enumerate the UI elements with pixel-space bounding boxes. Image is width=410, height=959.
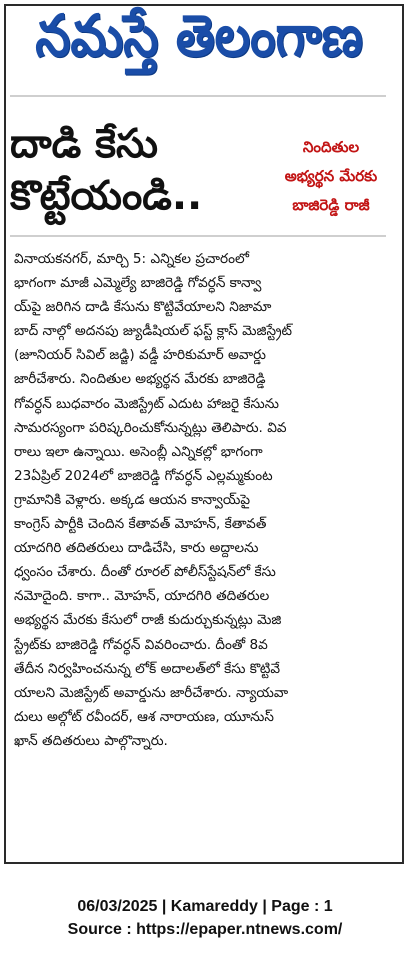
masthead-divider	[10, 95, 386, 97]
article-line: రాలు ఇలా ఉన్నాయి. అసెంబ్లీ ఎన్నికల్లో భాగంగా	[14, 443, 263, 460]
article-line: దులు అల్గోట్ రవీందర్, ఆశ నారాయణ, యూనుస్	[14, 708, 274, 725]
masthead-title: నమస్తే తెలంగాణ	[35, 2, 363, 69]
article-line: జారీచేశారు. నిందితుల అభ్యర్థన మేరకు బాజిరెడ్డి	[14, 371, 266, 388]
article-line: యాలని మెజిస్ట్రేట్ అవార్డును జారీచేశారు. న్యాయవా	[14, 684, 289, 701]
subheadline-line-3: బాజిరెడ్డి రాజీ	[292, 195, 370, 214]
article-line: ఖాన్ తదితరులు పాల్గొన్నారు.	[14, 732, 168, 749]
newspaper-masthead	[4, 4, 394, 82]
article-line: య్‌పై జరిగిన దాడి కేసును కొట్టివేయాలని నిజామా	[14, 299, 272, 316]
headline-line-2: కొట్టేయండి..	[10, 173, 203, 219]
footer-source: Source : https://epaper.ntnews.com/	[67, 921, 343, 938]
article-line: తేదీన నిర్వహించనున్న లోక్ అదాలత్‌లో కేసు కొట్టివే	[14, 660, 281, 677]
article-line: భాగంగా మాజీ ఎమ్మెల్యే బాజిరెడ్డి గోవర్ధన్ కాన్వా	[14, 275, 262, 292]
subheadline	[274, 126, 388, 226]
subheadline-line-2: అభ్యర్థన మేరకు	[284, 166, 378, 185]
article-line: వినాయకనగర్, మార్చి 5: ఎన్నికల ప్రచారంలో	[14, 251, 249, 267]
footer-date-edition: 06/03/2025 | Kamareddy | Page : 1	[77, 898, 333, 915]
article-line: గోవర్ధన్ బుధవారం మెజిస్ట్రేట్ ఎదుట హాజరై కేసును	[14, 395, 279, 412]
subheadline-line-1: నిందితుల	[302, 137, 360, 156]
headline-divider	[10, 235, 386, 237]
article-line: అభ్యర్థన మేరకు కేసులో రాజీ కుదుర్చుకున్నట్లు మెజి	[14, 612, 282, 629]
article-line: 23ఏప్రిల్ 2024లో బాజిరెడ్డి గోవర్ధన్ ఎల్లమ్మకుంట	[14, 467, 273, 484]
article-line: యాదగిరి తదితరులు దాడిచేసి, కారు అద్దాలను	[14, 540, 259, 557]
article-line: కాంగ్రెస్ పార్టీకి చెందిన కేతావత్ మోహన్, కేతావత్	[14, 516, 267, 533]
headline	[10, 118, 270, 228]
article-line: నమోదైంది. కాగా.. మోహన్, యాదగిరి తదితరుల	[14, 588, 270, 605]
article-line: (జూనియర్ సివిల్ జడ్జి) వడ్డీ హరికుమార్ అవార్డు	[14, 347, 266, 364]
article-body	[14, 247, 386, 753]
article-line: ధ్వంసం చేశారు. దీంతో రూరల్ పోలీస్‌స్టేషన్‌లో కేసు	[14, 564, 276, 581]
article-line: బాద్ నాల్గో అదనపు జ్యుడీషియల్ ఫస్ట్ క్లాస్ మెజిస్ట్రేట్	[14, 323, 293, 340]
article-line: స్ట్రేట్‌కు బాజిరెడ్డి గోవర్ధన్ వివరించారు. దీంతో 8వ	[14, 636, 268, 653]
article-line: గ్రామానికి వెళ్లారు. అక్కడ ఆయన కాన్వాయ్‌పై	[14, 491, 250, 508]
headline-line-1: దాడి కేసు	[10, 121, 158, 167]
article-line: సామరస్యంగా పరిష్కరించుకోనున్నట్లు తెలిపారు. వివ	[14, 419, 287, 436]
